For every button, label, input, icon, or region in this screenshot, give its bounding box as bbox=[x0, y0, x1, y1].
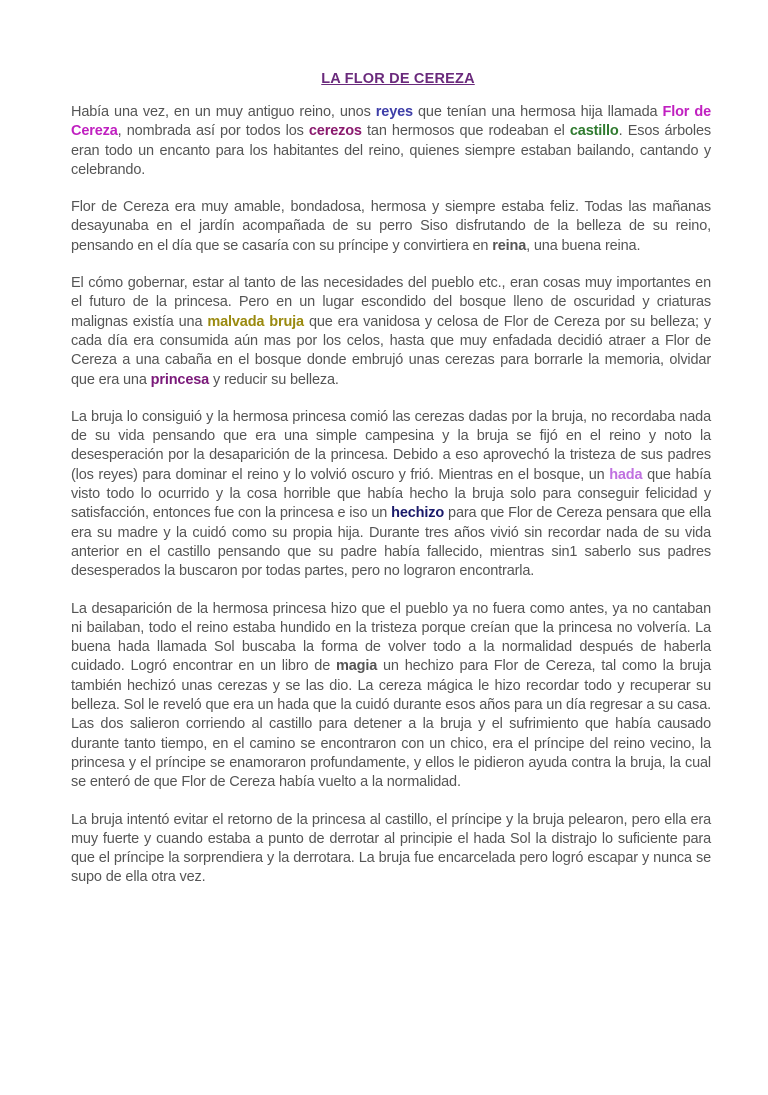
paragraph-text: Había una vez, en un muy antiguo reino, unos bbox=[71, 104, 376, 120]
paragraph-text: que tenían una hermosa hija llamada bbox=[412, 104, 663, 120]
keyword-hechizo: hechizo bbox=[391, 505, 445, 522]
keyword-malvada: malvada bruja bbox=[207, 313, 304, 330]
paragraph-3 bbox=[71, 274, 711, 390]
paragraph-text: . Esos árboles eran todo un encanto para los habitantes del reino, quienes siempre estaban bailando, cantando y celebrando. bbox=[71, 123, 712, 178]
paragraph-text: para que Flor de Cereza pensara que ella era su madre y la cuidó como su propia hija. Durante tres años vivió sin recordar nada de su vida anterior en el castillo pensando que su padre había fallecido, mientras sin1 saberlo sus padres desesperados la buscaron por todas partes, pero no lograron encontrarla. bbox=[71, 505, 711, 580]
paragraph-text: que había visto todo lo ocurrido y la cosa horrible que había hecho la bruja solo para conseguir felicidad y satisfacción, entonces fue con la princesa e iso un bbox=[71, 466, 711, 522]
page-title: LA FLOR DE CEREZA bbox=[321, 71, 475, 87]
paragraph-text: Flor de Cereza era muy amable, bondadosa, hermosa y siempre estaba feliz. Todas las mañanas desayunaba en el jardín acompañada de su perro Siso disfrutando de la belleza de su reino, pensando en el día que se casaría con su príncipe y convirtiera en bbox=[71, 199, 711, 254]
paragraph-text: La bruja lo consiguió y la hermosa princesa comió las cerezas dadas por la bruja, no recordaba nada de su vida pensando que era una simple campesina y la bruja se fijó en el reino y noto la desesperación por la desaparición de la princesa. Debido a eso aprovechó la tristeza de sus padres (los reyes) para dominar el reino y lo volvió oscuro y frió. Mientras en el bosque, un bbox=[71, 408, 711, 483]
document-page bbox=[0, 71, 768, 1095]
keyword-reina: reina bbox=[492, 237, 527, 254]
keyword-magia: magia bbox=[335, 658, 378, 675]
paragraph-text: tan hermosos que rodeaban el bbox=[361, 123, 570, 140]
paragraph-text: , nombrada así por todos los bbox=[117, 123, 309, 140]
paragraph-text: La bruja intentó evitar el retorno de la princesa al castillo, el príncipe y la bruja pelearon, pero ella era muy fuerte y cuando estaba a punto de derrotar al principie el hada Sol la distrajo lo suficiente para que el príncipe la sorprendiera y la derrotara. La bruja fue encarcelada pero logró escapar y nunca se supo de ella otra vez. bbox=[71, 811, 711, 886]
paragraph-4 bbox=[71, 408, 711, 582]
paragraph-1 bbox=[71, 103, 711, 180]
paragraph-2 bbox=[71, 198, 711, 256]
paragraph-text: El cómo gobernar, estar al tanto de las necesidades del pueblo etc., eran cosas muy importantes en el futuro de la princesa. Pero en un lugar escondido del bosque lleno de oscuridad y criaturas malignas existía una bbox=[71, 275, 711, 330]
paragraph-5 bbox=[71, 600, 711, 793]
keyword-castillo: castillo bbox=[569, 123, 619, 140]
paragraph-text: que era vanidosa y celosa de Flor de Cereza por su belleza; y cada día era consumida aún mas por los celos, hasta que muy enfadada decidió atraer a Flor de Cereza a una cabaña en el bosque donde embrujó unas cerezas para borrarle la memoria, olvidar que era una bbox=[71, 313, 711, 388]
paragraph-6 bbox=[71, 811, 711, 888]
keyword-hada: hada bbox=[609, 466, 643, 483]
keyword-princesa: princesa bbox=[150, 371, 210, 388]
paragraph-text: La desaparición de la hermosa princesa hizo que el pueblo ya no fuera como antes, ya no cantaban ni bailaban, todo el reino estaba hundido en la tristeza porque creían que la princesa no volvería. La buena hada llamada Sol buscaba la forma de volver todo a la normalidad después de haberla cuidado. Logró encontrar en un libro de bbox=[71, 600, 711, 675]
keyword-cerezos: cerezos bbox=[308, 123, 362, 140]
keyword-flor: Flor de Cereza bbox=[71, 104, 711, 140]
paragraph-text: , una buena reina. bbox=[526, 237, 641, 254]
paragraph-text: y reducir su belleza. bbox=[209, 371, 339, 388]
keyword-reyes: reyes bbox=[375, 104, 413, 120]
paragraph-text: un hechizo para Flor de Cereza, tal como la bruja también hechizó unas cerezas y se las dio. La cereza mágica le hizo recordar todo y recuperar su belleza. Sol le reveló que era un hada que la cuidó durante esos años para un día regresar a su casa. Las dos salieron corriendo al castillo para detener a la bruja y el sufrimiento que había causado durante tanto tiempo, en el camino se encontraron con un chico, era el príncipe del reino vecino, la princesa y el príncipe se enamoraron profundamente, y ellos le pidieron ayuda contra la bruja, la cual se enteró de que Flor de Cereza había vuelto a la normalidad. bbox=[71, 658, 711, 791]
